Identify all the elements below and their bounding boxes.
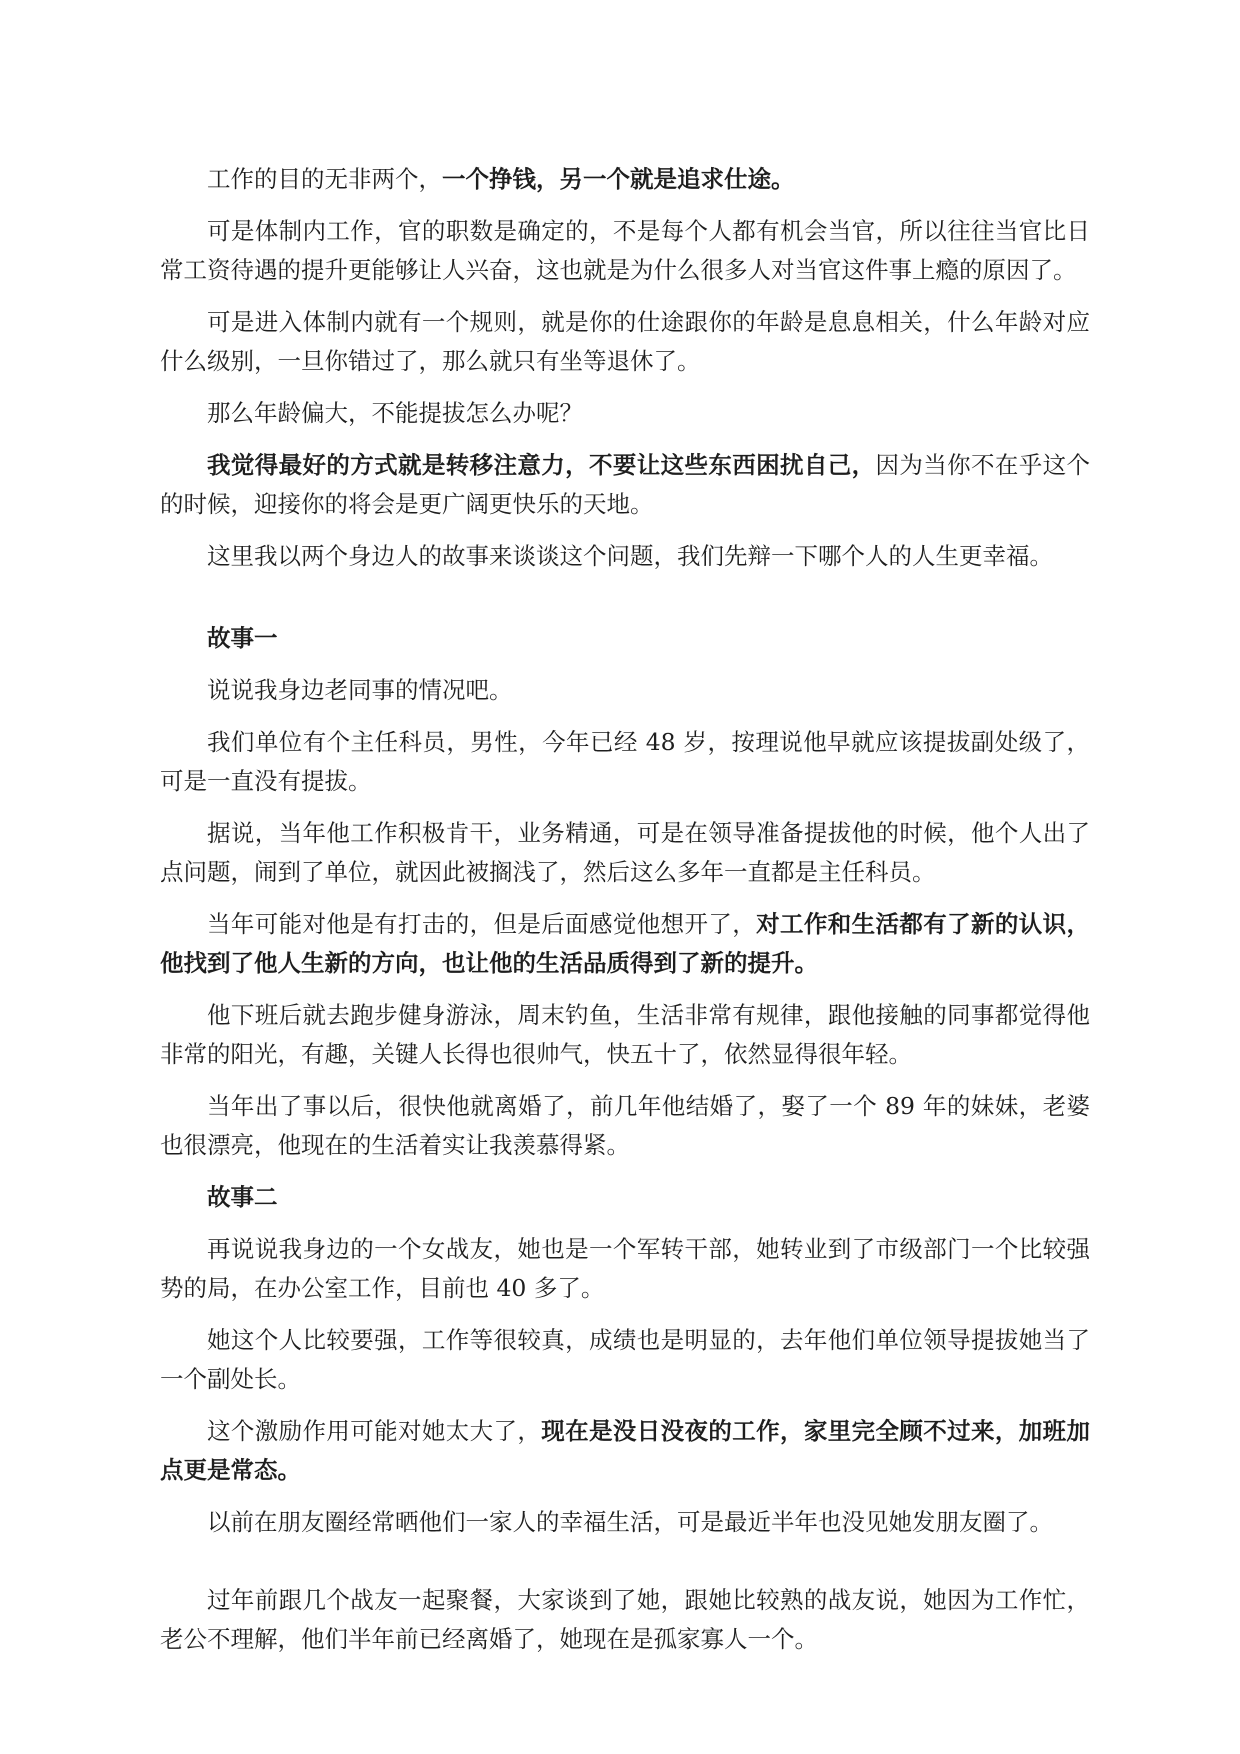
story-2-paragraph-3 (160, 1412, 1090, 1490)
intro-paragraph-5 (160, 446, 1090, 524)
text-normal: 当年可能对他是有打击的，但是后面感觉他想开了， (207, 910, 757, 938)
story-2-paragraph-2: 她这个人比较要强，工作等很较真，成绩也是明显的，去年他们单位领导提拔她当了一个副处长。 (160, 1326, 1090, 1393)
story-2-heading: 故事二 (207, 1183, 278, 1211)
story-1-paragraph-2: 我们单位有个主任科员，男性，今年已经 48 岁，按理说他早就应该提拔副处级了，可是一直没有提拔。 (160, 728, 1090, 795)
section-spacer (160, 1555, 1090, 1581)
intro-paragraph-4: 那么年龄偏大，不能提拔怎么办呢？ (207, 399, 583, 427)
text-normal: 这个激励作用可能对她太大了， (207, 1417, 542, 1445)
story-1-paragraph-3: 据说，当年他工作积极肯干，业务精通，可是在领导准备提拔他的时候，他个人出了点问题，闹到了单位，就因此被搁浅了，然后这么多年一直都是主任科员。 (160, 819, 1090, 886)
intro-paragraph-2: 可是体制内工作，官的职数是确定的，不是每个人都有机会当官，所以往往当官比日常工资待遇的提升更能够让人兴奋，这也就是为什么很多人对当官这件事上瘾的原因了。 (160, 217, 1090, 284)
story-2-paragraph-5: 过年前跟几个战友一起聚餐，大家谈到了她，跟她比较熟的战友说，她因为工作忙，老公不理解，他们半年前已经离婚了，她现在是孤家寡人一个。 (160, 1586, 1090, 1653)
story-2-paragraph-4: 以前在朋友圈经常晒他们一家人的幸福生活，可是最近半年也没见她发朋友圈了。 (207, 1508, 1053, 1536)
text-normal: 工作的目的无非两个， (207, 165, 442, 193)
story-1-paragraph-1: 说说我身边老同事的情况吧。 (207, 676, 513, 704)
story-1-paragraph-4 (160, 905, 1090, 983)
intro-paragraph-6: 这里我以两个身边人的故事来谈谈这个问题，我们先辩一下哪个人的人生更幸福。 (207, 542, 1053, 570)
story-1-paragraph-6: 当年出了事以后，很快他就离婚了，前几年他结婚了，娶了一个 89 年的妹妹，老婆也很漂亮，他现在的生活着实让我羡慕得紧。 (160, 1092, 1090, 1159)
text-bold: 对工作和生活都有了新的认识，他找到了他人生新的方向，也让他的生活品质得到了新的提升。 (160, 910, 1090, 977)
story-1-heading: 故事一 (207, 624, 278, 652)
text-bold: 一个挣钱，另一个就是追求仕途。 (442, 165, 795, 193)
document-page (160, 160, 1090, 1672)
text-bold: 我觉得最好的方式就是转移注意力，不要让这些东西困扰自己， (207, 451, 876, 479)
section-spacer (160, 589, 1090, 619)
intro-paragraph-3: 可是进入体制内就有一个规则，就是你的仕途跟你的年龄是息息相关，什么年龄对应什么级别，一旦你错过了，那么就只有坐等退休了。 (160, 308, 1090, 375)
story-2-paragraph-1: 再说说我身边的一个女战友，她也是一个军转干部，她转业到了市级部门一个比较强势的局，在办公室工作，目前也 40 多了。 (160, 1235, 1090, 1302)
intro-paragraph-1 (160, 160, 1090, 199)
text-normal: 因为当你不在乎这个的时候，迎接你的将会是更广阔更快乐的天地。 (160, 451, 1090, 518)
text-bold: 现在是没日没夜的工作，家里完全顾不过来，加班加点更是常态。 (160, 1417, 1090, 1484)
story-1-paragraph-5: 他下班后就去跑步健身游泳，周末钓鱼，生活非常有规律，跟他接触的同事都觉得他非常的阳光，有趣，关键人长得也很帅气，快五十了，依然显得很年轻。 (160, 1001, 1090, 1068)
